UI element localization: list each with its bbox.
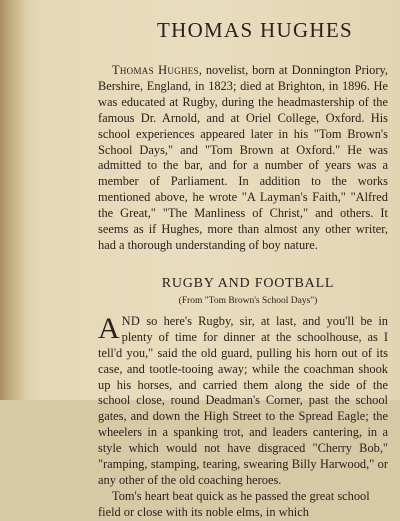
author-name: Thomas Hughes [112, 63, 199, 77]
section-title: RUGBY AND FOOTBALL [161, 275, 335, 291]
biography-paragraph [98, 63, 388, 254]
biography-text: , novelist, born at Donnington Priory, Bershire, England, in 1823; died at Brighton, in 1896. He was educated at Rugby, during the headmastership of the famous Dr. Arnold, and at Oriel College, Oxford. His school experiences appeared later in his "Tom Brown's School Days," and "Tom Brown at Oxford." He was admitted to the bar, and for a number of years was a member of Parliament. In addition to the works mentioned above, he wrote "A Layman's Faith," "Alfred the Great," "The Manliness of Christ," and others. It seems as if Hughes, more than almost any other writer, had a thorough understanding of boy nature. [98, 63, 388, 252]
story-text: so here's Rugby, sir, at last, and you'll be in plenty of time for dinner at the schoolhouse, as I tell'd you," said the old guard, pulling his horn out of its case, and tootle-tooing away; while the coachman shook up his horses, and carried them along the side of the school close, round Deadman's Corner, past the school gates, and down the High Street to the Spread Eagle; the wheelers in a spanking trot, and leaders cantering, in a style which would not have disgraced "Cherry Bob," "ramping, stamping, tearing, swearing Billy Harwood," or any other of the old coaching heroes. [98, 313, 388, 487]
opening-small-caps: ND [121, 313, 141, 328]
story-next-paragraph: Tom's heart beat quick as he passed the great school field or close with its noble elms, in which [98, 488, 370, 519]
page-title: THOMAS HUGHES [157, 18, 353, 42]
page-gutter-shadow [0, 0, 26, 400]
drop-cap: A [98, 311, 120, 345]
story-paragraph [98, 311, 388, 489]
page-content [98, 18, 388, 521]
section-source: (From "Tom Brown's School Days") [178, 295, 318, 306]
